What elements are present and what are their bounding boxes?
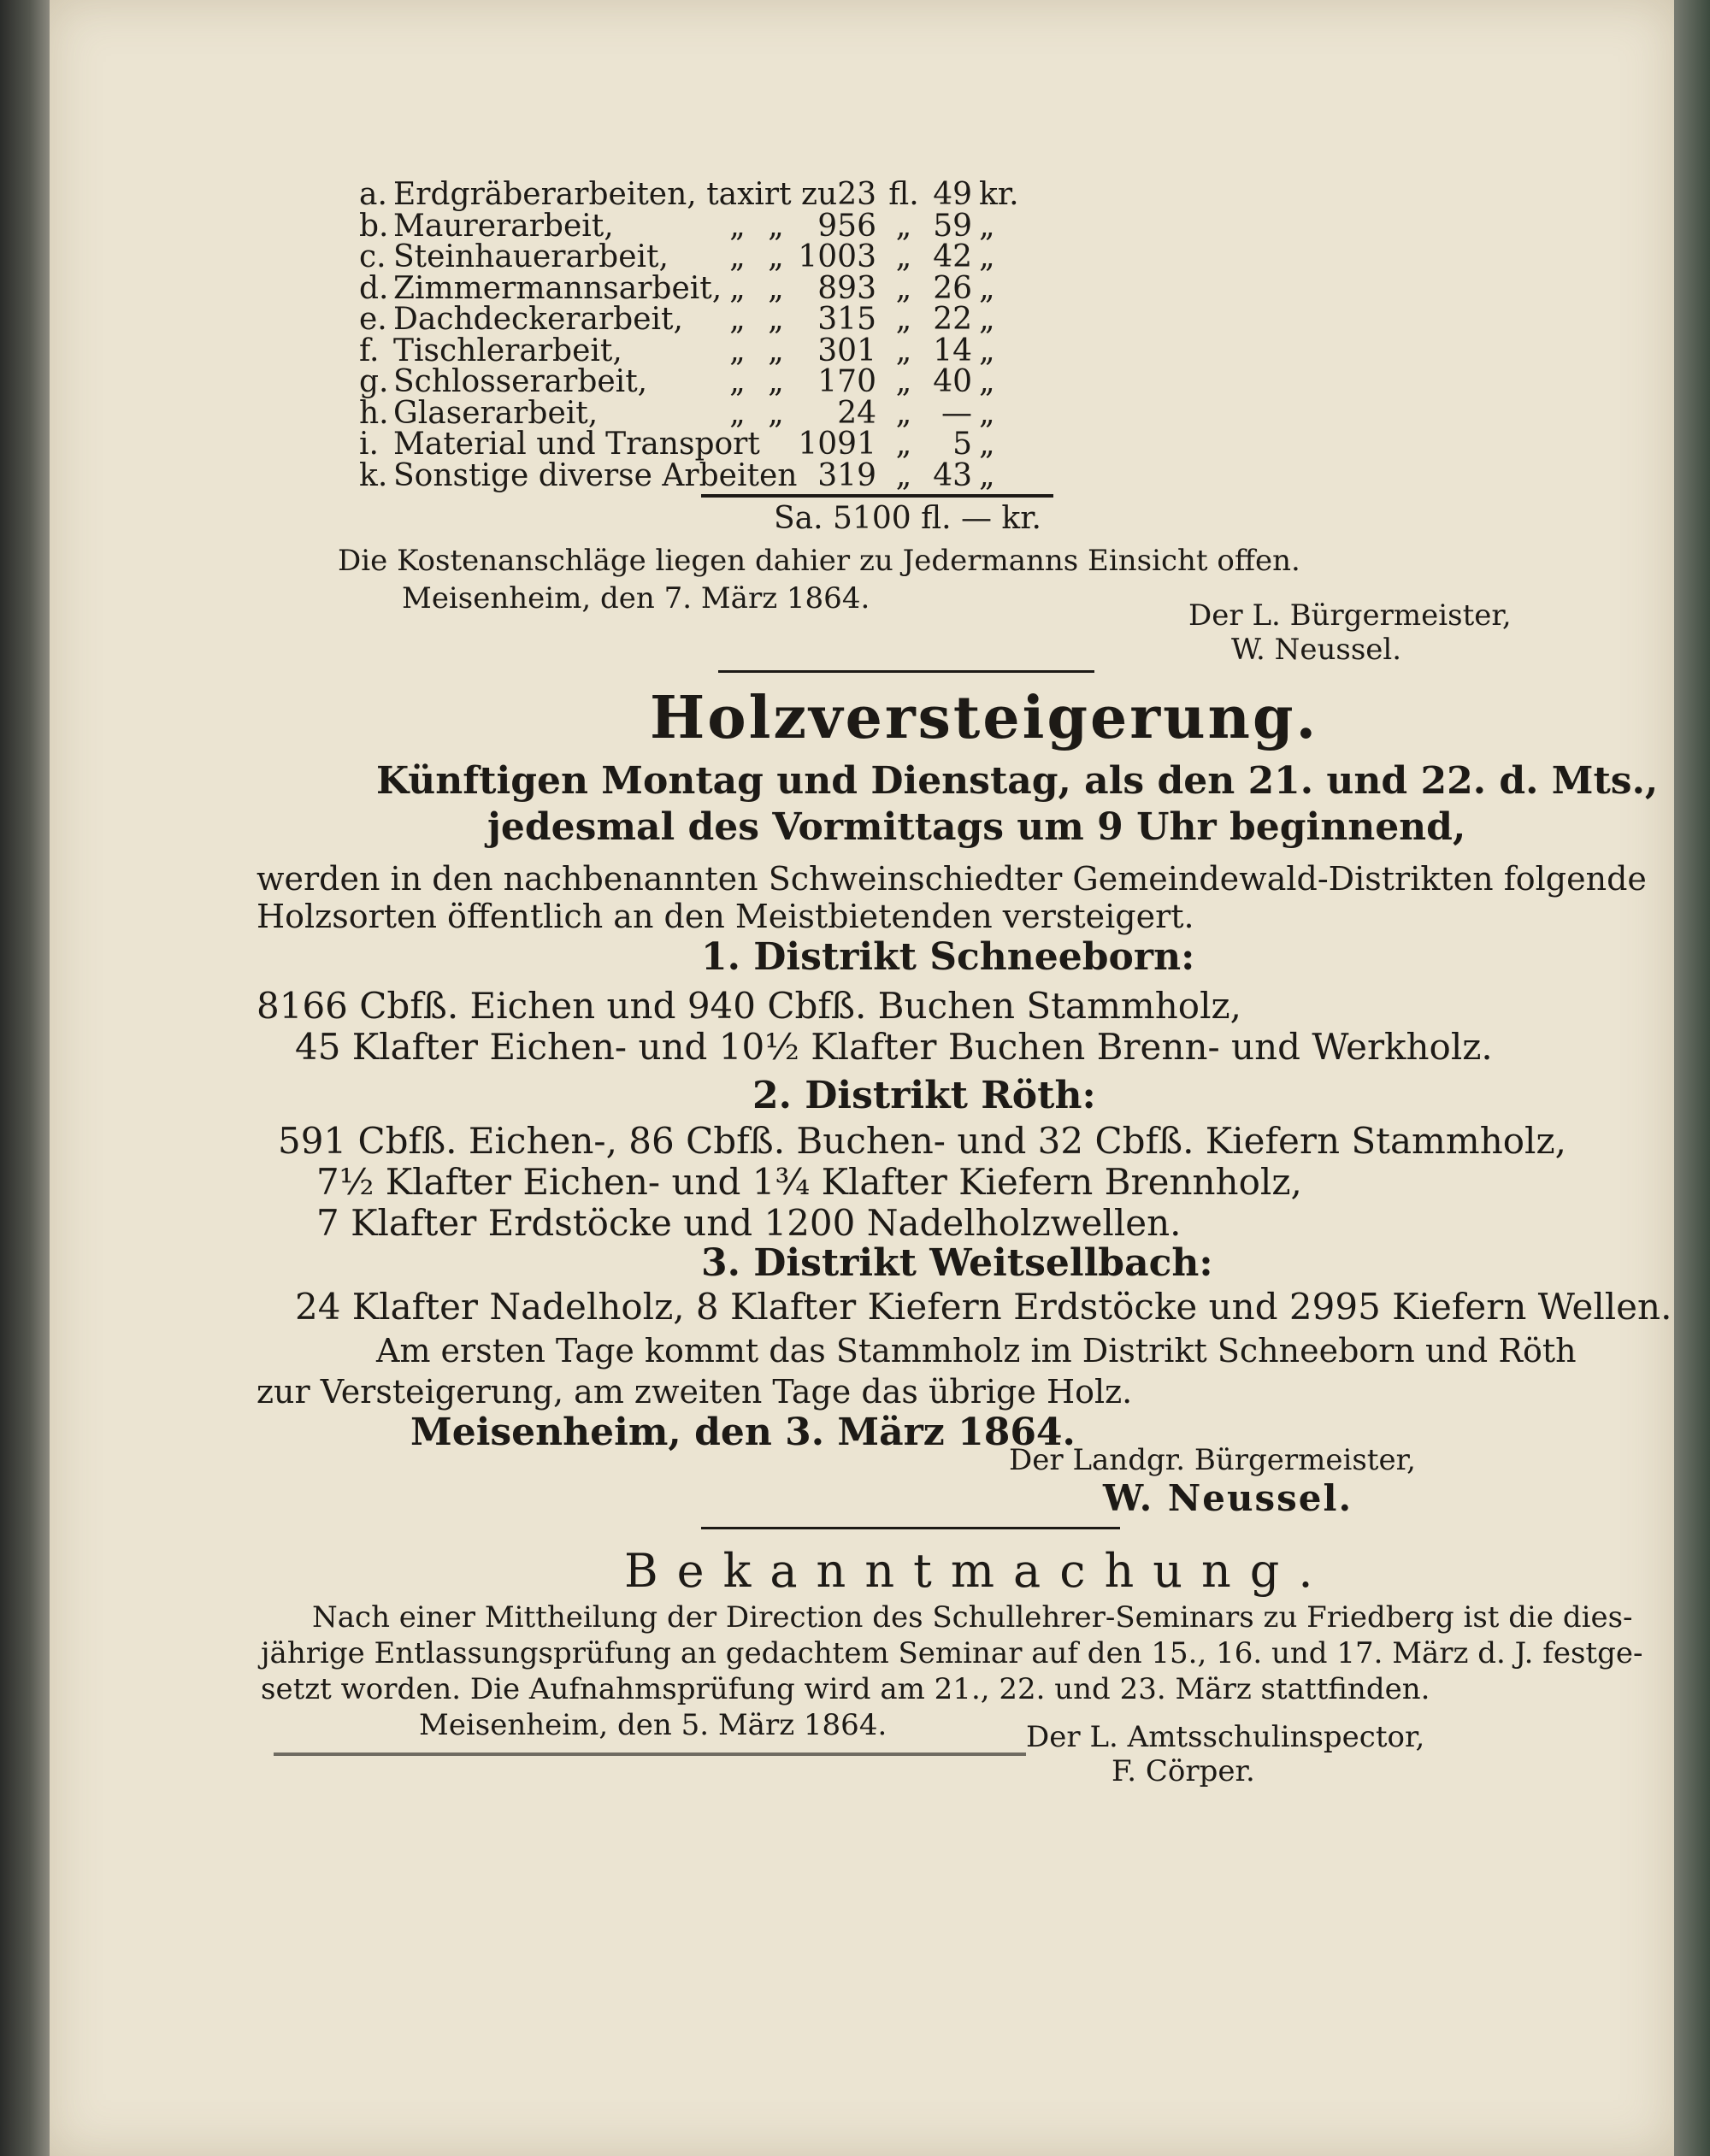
district-heading: 3. Distrikt Weitsellbach:	[701, 1241, 1213, 1285]
body-text: jährige Entlassungsprüfung an gedachtem Seminar auf den 15., 16. und 17. März d. J. festge-	[261, 1636, 1643, 1670]
ditto-mark: „	[768, 395, 784, 431]
gulden-value: 170	[817, 364, 876, 399]
kreuzer-value: 59	[933, 208, 972, 244]
row-label: Glaserarbeit,	[393, 395, 598, 431]
kreuzer-unit: „	[979, 364, 995, 399]
gulden-unit: „	[895, 333, 912, 368]
kreuzer-value: 40	[933, 364, 972, 399]
district-line: 7½ Klafter Eichen- und 1¾ Klafter Kiefern Brennholz,	[316, 1161, 1302, 1203]
ditto-mark: „	[729, 364, 746, 399]
sum-rule	[701, 494, 1053, 498]
gulden-value: 319	[817, 457, 876, 493]
auction-date-line: Künftigen Montag und Dienstag, als den 21. und 22. d. Mts.,	[376, 759, 1659, 803]
kreuzer-value: 5	[952, 427, 972, 462]
district-line: 24 Klafter Nadelholz, 8 Klafter Kiefern Erdstöcke und 2995 Kiefern Wellen.	[295, 1286, 1672, 1328]
section-divider	[718, 670, 1094, 673]
ditto-mark: „	[729, 302, 746, 337]
kreuzer-value: 14	[933, 333, 972, 368]
ditto-mark	[757, 461, 795, 492]
gulden-unit: „	[895, 427, 912, 462]
ditto-mark	[718, 461, 757, 492]
kreuzer-unit: „	[979, 302, 995, 337]
ditto-mark: „	[768, 333, 784, 368]
kreuzer-unit: „	[979, 333, 995, 368]
gulden-unit: „	[895, 208, 912, 244]
district-line: 7 Klafter Erdstöcke und 1200 Nadelholzwellen.	[316, 1202, 1182, 1244]
gulden-unit: fl.	[888, 177, 919, 212]
row-label: Tischlerarbeit,	[393, 333, 622, 368]
kreuzer-value: 49	[933, 177, 972, 212]
kreuzer-value: 22	[933, 302, 972, 337]
ledger-row	[359, 208, 1086, 244]
ditto-mark: „	[768, 239, 784, 274]
gulden-unit: „	[895, 395, 912, 431]
kreuzer-value: 42	[933, 239, 972, 274]
row-letter: c.	[359, 239, 386, 274]
gulden-value: 301	[817, 333, 876, 368]
book-spine-left	[0, 0, 50, 2156]
gulden-unit: „	[895, 239, 912, 274]
ditto-mark: „	[729, 270, 746, 306]
signature-title: Der Landgr. Bürgermeister,	[1009, 1443, 1416, 1477]
row-letter: a.	[359, 177, 387, 212]
body-text: Nach einer Mittheilung der Direction des Schullehrer-Seminars zu Friedberg ist die dies-	[312, 1600, 1633, 1635]
row-label: Steinhauerarbeit,	[393, 239, 669, 274]
body-text: Holzsorten öffentlich an den Meistbietenden versteigert.	[256, 898, 1194, 935]
row-letter: i.	[359, 427, 379, 462]
notice-text: Die Kostenanschläge liegen dahier zu Jedermanns Einsicht offen.	[338, 544, 1300, 578]
body-text: zur Versteigerung, am zweiten Tage das übrige Holz.	[256, 1373, 1133, 1411]
book-edge-right	[1674, 0, 1710, 2156]
body-text: werden in den nachbenannten Schweinschiedter Gemeindewald-Distrikten folgende	[256, 860, 1647, 898]
row-label: Erdgräberarbeiten, taxirt zu	[393, 177, 838, 212]
section-title: Holzversteigerung.	[650, 684, 1319, 752]
ditto-mark: „	[729, 333, 746, 368]
gulden-unit: „	[895, 457, 912, 493]
cost-ledger	[359, 177, 1086, 493]
gulden-value: 1091	[798, 427, 876, 462]
gulden-value: 956	[817, 208, 876, 244]
ledger-sum: Sa. 5100 fl. — kr.	[774, 501, 1041, 536]
gulden-unit: „	[895, 364, 912, 399]
ledger-row	[359, 457, 1086, 493]
ditto-mark: „	[768, 270, 784, 306]
district-line: 8166 Cbfß. Eichen und 940 Cbfß. Buchen Stammholz,	[256, 985, 1241, 1027]
row-letter: k.	[359, 457, 388, 493]
kreuzer-value: 26	[933, 270, 972, 306]
district-heading: 2. Distrikt Röth:	[752, 1074, 1096, 1117]
row-label: Schlosserarbeit,	[393, 364, 648, 399]
kreuzer-value: —	[941, 395, 972, 431]
ditto-mark	[718, 429, 757, 461]
ditto-mark	[757, 180, 795, 211]
signature-name: F. Cörper.	[1112, 1754, 1255, 1788]
ditto-mark	[757, 429, 795, 461]
kreuzer-unit: „	[979, 270, 995, 306]
body-text: setzt worden. Die Aufnahmsprüfung wird am 21., 22. und 23. März stattfinden.	[261, 1672, 1430, 1706]
kreuzer-unit: kr.	[979, 177, 1019, 212]
place-date: Meisenheim, den 7. März 1864.	[402, 581, 870, 616]
ledger-row	[359, 270, 1086, 306]
ditto-mark: „	[729, 208, 746, 244]
auction-time-line: jedesmal des Vormittags um 9 Uhr beginnend,	[487, 805, 1466, 849]
district-line: 45 Klafter Eichen- und 10½ Klafter Buchen Brenn- und Werkholz.	[295, 1026, 1493, 1068]
bottom-rule	[274, 1752, 1026, 1756]
kreuzer-unit: „	[979, 395, 995, 431]
ledger-row	[359, 239, 1086, 274]
ditto-mark: „	[729, 239, 746, 274]
row-letter: g.	[359, 364, 389, 399]
ditto-mark: „	[768, 364, 784, 399]
ledger-row	[359, 333, 1086, 368]
ledger-row	[359, 304, 1086, 336]
ditto-mark	[718, 180, 757, 211]
kreuzer-unit: „	[979, 208, 995, 244]
signature-title: Der L. Amtsschulinspector,	[1026, 1720, 1425, 1754]
signature-title: Der L. Bürgermeister,	[1188, 598, 1512, 633]
section-divider	[701, 1527, 1120, 1529]
place-date: Meisenheim, den 3. März 1864.	[410, 1411, 1076, 1454]
row-letter: d.	[359, 270, 389, 306]
ledger-row	[359, 429, 1086, 461]
ledger-row	[359, 395, 1086, 431]
row-letter: h.	[359, 395, 389, 431]
gulden-value: 24	[837, 395, 876, 431]
row-label: Maurerarbeit,	[393, 208, 614, 244]
kreuzer-unit: „	[979, 457, 995, 493]
signature-name: W. Neussel.	[1231, 633, 1402, 667]
gulden-unit: „	[895, 270, 912, 306]
row-letter: f.	[359, 333, 380, 368]
row-label: Sonstige diverse Arbeiten	[393, 457, 798, 493]
row-label: Zimmermannsarbeit,	[393, 270, 722, 306]
gulden-value: 893	[817, 270, 876, 306]
signature-name: W. Neussel.	[1103, 1477, 1353, 1519]
gulden-value: 315	[817, 302, 876, 337]
district-heading: 1. Distrikt Schneeborn:	[701, 935, 1195, 979]
row-label: Material und Transport	[393, 427, 760, 462]
body-text: Am ersten Tage kommt das Stammholz im Distrikt Schneeborn und Röth	[376, 1332, 1577, 1370]
row-letter: e.	[359, 302, 387, 337]
kreuzer-unit: „	[979, 239, 995, 274]
gulden-value: 1003	[798, 239, 876, 274]
kreuzer-unit: „	[979, 427, 995, 462]
district-line: 591 Cbfß. Eichen-, 86 Cbfß. Buchen- und 32 Cbfß. Kiefern Stammholz,	[278, 1120, 1566, 1162]
ledger-row	[359, 177, 1086, 212]
section-title: Bekanntmachung.	[624, 1544, 1332, 1598]
row-label: Dachdeckerarbeit,	[393, 302, 683, 337]
ditto-mark: „	[768, 208, 784, 244]
gulden-value: 23	[837, 177, 876, 212]
gulden-unit: „	[895, 302, 912, 337]
kreuzer-value: 43	[933, 457, 972, 493]
place-date: Meisenheim, den 5. März 1864.	[419, 1708, 887, 1742]
row-letter: b.	[359, 208, 389, 244]
ditto-mark: „	[729, 395, 746, 431]
ledger-row	[359, 364, 1086, 399]
ditto-mark: „	[768, 302, 784, 337]
